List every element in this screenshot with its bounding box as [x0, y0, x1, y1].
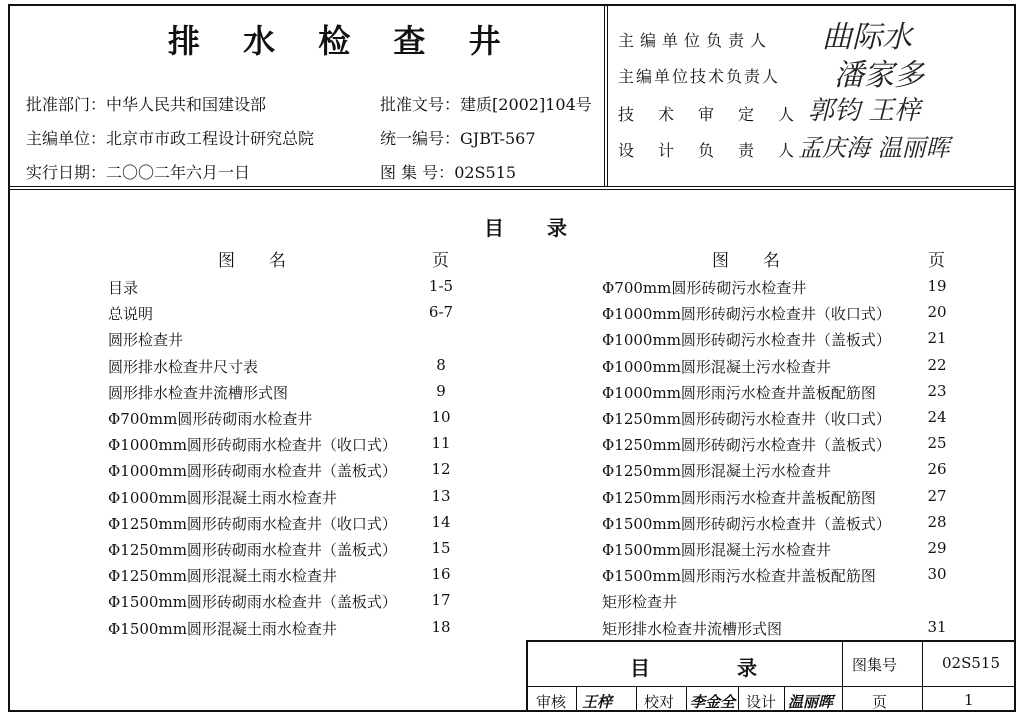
signature-editor-head: 曲际水: [822, 20, 912, 55]
toc-entry-name: Φ1500mm圆形砖砌污水检查井（盖板式）: [602, 515, 891, 533]
toc-entry-name: Φ1000mm圆形混凝土雨水检查井: [108, 489, 337, 507]
toc-entry-page: 12: [431, 460, 451, 478]
approval-dept: 批准部门：中华人民共和国建设部: [26, 95, 267, 114]
toc-entry-page: 30: [927, 565, 947, 583]
toc-entry-page: 21: [927, 329, 947, 347]
tb-check-label: 校对: [644, 693, 675, 711]
toc-entry-page: 15: [431, 539, 451, 557]
toc-entry-page: 22: [927, 356, 947, 374]
toc-entry-name: 目录: [108, 279, 139, 297]
toc-entry-name: Φ1500mm圆形混凝土污水检查井: [602, 541, 831, 559]
toc-entry-name: Φ1000mm圆形砖砌雨水检查井（收口式）: [108, 436, 397, 454]
toc-entry-page: 25: [927, 434, 947, 452]
toc-entry-name: 圆形排水检查井流槽形式图: [108, 384, 289, 402]
toc-entry-name: Φ700mm圆形砖砌污水检查井: [602, 279, 807, 297]
toc-entry-page: 6-7: [428, 303, 454, 321]
resp-label-tech-head: 主编单位技术负责人: [618, 67, 781, 86]
toc-entry-page: 17: [431, 591, 451, 609]
responsible-panel: [604, 4, 1016, 186]
toc-entry-name: 圆形排水检查井尺寸表: [108, 358, 259, 376]
tb-review-label: 审核: [536, 693, 567, 711]
toc-entry-page: 16: [431, 565, 451, 583]
toc-entry-name: 矩形排水检查井流槽形式图: [602, 620, 783, 638]
toc-entry-page: 19: [927, 277, 947, 295]
toc-entry-name: 矩形检查井: [602, 593, 678, 611]
toc-entry-page: 10: [431, 408, 451, 426]
toc-entry-name: Φ1250mm圆形混凝土雨水检查井: [108, 567, 337, 585]
right-col-page-header: 页: [928, 251, 945, 271]
toc-entry-name: Φ1000mm圆形砖砌污水检查井（收口式）: [602, 305, 891, 323]
toc-entry-page: 8: [436, 356, 446, 374]
tb-check-signature: 李金全: [690, 693, 736, 711]
title-block: [526, 640, 1016, 712]
right-col-name-header: 图 名: [712, 251, 780, 271]
toc-entry-name: Φ1250mm圆形砖砌雨水检查井（收口式）: [108, 515, 397, 533]
toc-entry-page: 9: [436, 382, 446, 400]
toc-entry-name: Φ1000mm圆形雨污水检查井盖板配筋图: [602, 384, 876, 402]
toc-entry-page: 31: [927, 618, 947, 636]
tb-design-label: 设计: [746, 693, 777, 711]
approval-doc: 批准文号：建质[2002]104号: [380, 95, 592, 114]
header-divider: [8, 186, 1016, 190]
tb-col-line-e: [784, 686, 785, 712]
toc-entry-page: 1-5: [428, 277, 454, 295]
toc-entry-page: 11: [431, 434, 451, 452]
tb-col-line-b: [636, 686, 637, 712]
effective-date: 实行日期：二〇〇二年六月一日: [26, 163, 251, 182]
resp-label-tech-review: 技术审定人: [618, 105, 819, 124]
resp-label-design-head: 设计负责人: [618, 141, 819, 160]
toc-entry-page: 27: [927, 487, 947, 505]
toc-entry-name: 总说明: [108, 305, 154, 323]
toc-entry-page: 29: [927, 539, 947, 557]
tb-mid-line: [526, 686, 1016, 687]
toc-entry-name: Φ1500mm圆形雨污水检查井盖板配筋图: [602, 567, 876, 585]
toc-entry-page: 14: [431, 513, 451, 531]
toc-entry-name: Φ1500mm圆形混凝土雨水检查井: [108, 620, 337, 638]
toc-entry-page: 28: [927, 513, 947, 531]
toc-entry-name: Φ1250mm圆形混凝土污水检查井: [602, 462, 831, 480]
signature-tech-head: 潘家多: [834, 58, 924, 93]
left-col-name-header: 图 名: [218, 251, 286, 271]
toc-entry-page: 18: [431, 618, 451, 636]
signature-design-head: 孟庆海 温丽晖: [798, 134, 950, 162]
toc-entry-name: Φ1500mm圆形砖砌雨水检查井（盖板式）: [108, 593, 397, 611]
tb-col-line-c: [686, 686, 687, 712]
tb-col-line-a: [576, 686, 577, 712]
toc-entry-name: Φ1000mm圆形砖砌污水检查井（盖板式）: [602, 331, 891, 349]
toc-entry-name: Φ1000mm圆形砖砌雨水检查井（盖板式）: [108, 462, 397, 480]
unified-number: 统一编号：GJBT-567: [380, 129, 536, 148]
tb-atlas-value: 02S515: [942, 654, 1000, 672]
signature-tech-review: 郭钧 王梓: [808, 96, 921, 126]
tb-col-line-2: [922, 640, 923, 712]
toc-entry-page: 24: [927, 408, 947, 426]
toc-entry-name: 圆形检查井: [108, 331, 184, 349]
toc-entry-name: Φ700mm圆形砖砌雨水检查井: [108, 410, 313, 428]
toc-entry-page: 23: [927, 382, 947, 400]
tb-atlas-label: 图集号: [852, 656, 898, 674]
tb-design-signature: 温丽晖: [788, 693, 834, 711]
toc-entry-page: 13: [431, 487, 451, 505]
toc-entry-name: Φ1250mm圆形砖砌雨水检查井（盖板式）: [108, 541, 397, 559]
resp-label-editor-head: 主编单位负责人: [618, 31, 773, 50]
tb-sheet-title: 目 录: [630, 656, 797, 680]
left-col-page-header: 页: [432, 251, 449, 271]
header-left: [8, 4, 604, 186]
toc-entry-name: Φ1250mm圆形砖砌污水检查井（盖板式）: [602, 436, 891, 454]
toc-entry-page: 20: [927, 303, 947, 321]
editor-unit: 主编单位：北京市市政工程设计研究总院: [26, 129, 315, 148]
toc-entry-name: Φ1250mm圆形雨污水检查井盖板配筋图: [602, 489, 876, 507]
toc-entry-name: Φ1250mm圆形砖砌污水检查井（收口式）: [602, 410, 891, 428]
toc-title: 目 录: [484, 216, 585, 240]
main-title: 排 水 检 查 井: [168, 22, 517, 60]
tb-left-line: [526, 640, 528, 712]
tb-review-signature: 王梓: [582, 693, 613, 711]
toc-entry-name: Φ1000mm圆形混凝土污水检查井: [602, 358, 831, 376]
tb-page-value: 1: [964, 691, 974, 709]
atlas-number: 图 集 号：02S515: [380, 163, 517, 182]
tb-col-line-d: [738, 686, 739, 712]
tb-top-line: [526, 640, 1016, 642]
tb-page-label: 页: [872, 693, 888, 711]
toc-entry-page: 26: [927, 460, 947, 478]
tb-col-line-1: [842, 640, 843, 712]
